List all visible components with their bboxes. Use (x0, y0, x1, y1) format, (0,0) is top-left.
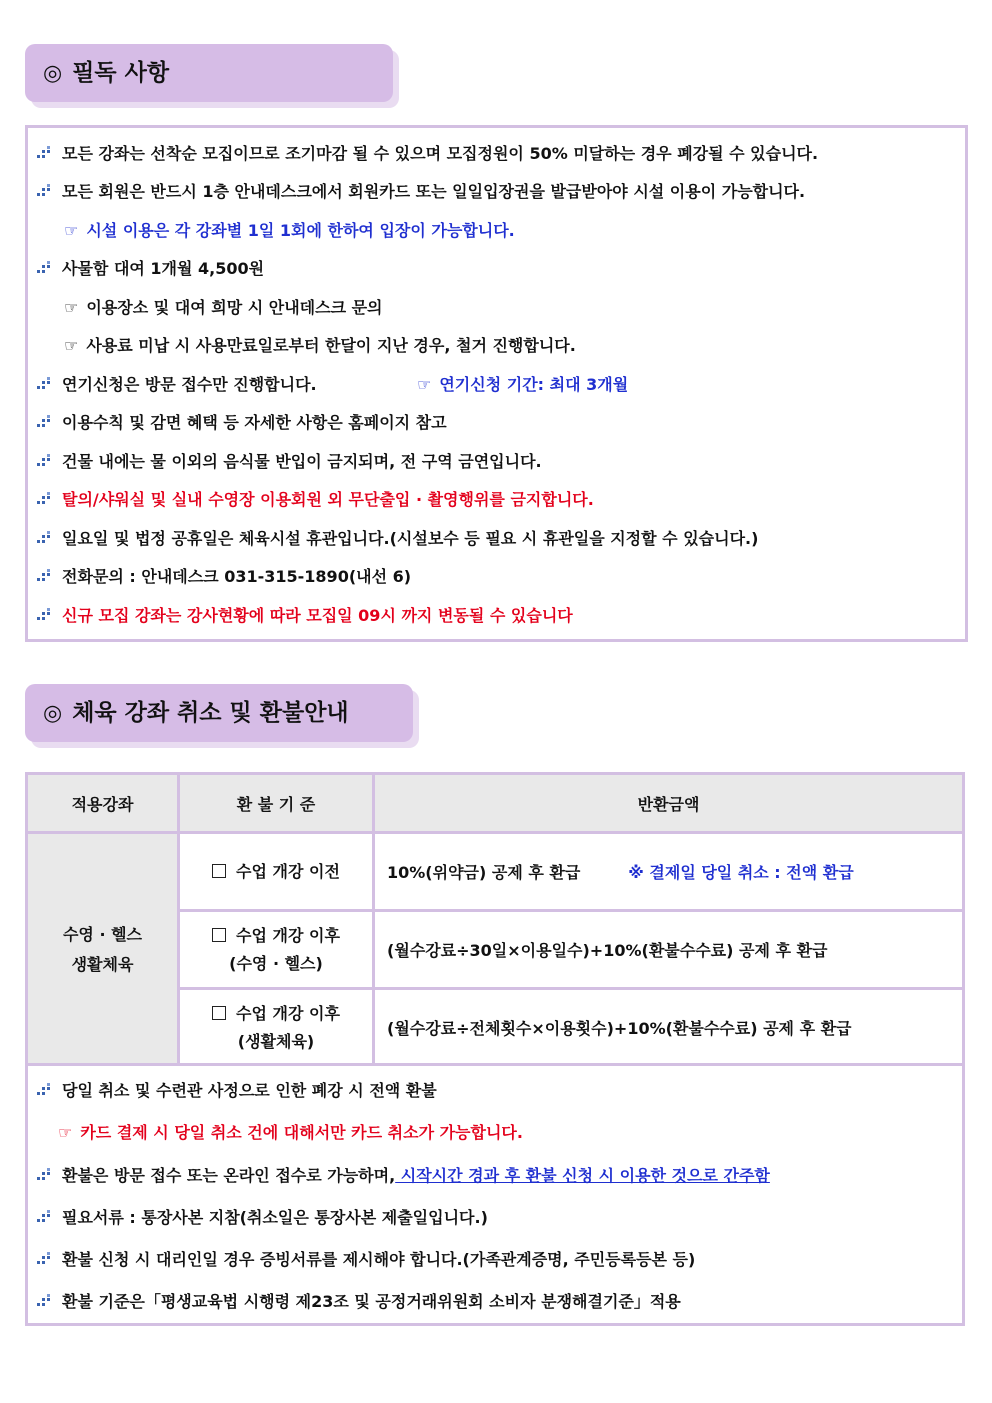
criterion-cell: 수업 개강 이후 (수영 · 헬스) (179, 911, 374, 989)
refund-note: 필요서류 : 통장사본 지참(취소일은 통장사본 제출일입니다.) (36, 1208, 488, 1228)
notice-line: 일요일 및 법정 공휴일은 체육시설 휴관입니다.(시설보수 등 필요 시 휴관일을 지정할 수 있습니다.) (36, 529, 758, 549)
notice-line: 이용수칙 및 감면 혜택 등 자세한 사항은 홈페이지 참고 (36, 413, 447, 433)
notice-line: 연기신청은 방문 접수만 진행합니다. (36, 375, 317, 395)
dot-bullet-icon (36, 1210, 54, 1224)
empty-checkbox-icon (212, 864, 226, 878)
dot-bullet-icon (36, 261, 54, 275)
refund-note: 당일 취소 및 수련관 사정으로 인한 폐강 시 전액 환불 (36, 1081, 437, 1101)
dot-bullet-icon (36, 377, 54, 391)
pointing-hand-icon: ☞ (58, 1123, 73, 1142)
criterion-cell: 수업 개강 이후 (생활체육) (179, 989, 374, 1067)
dot-bullet-icon (36, 1168, 54, 1182)
section-heading-notice (25, 44, 393, 102)
dot-bullet-icon (36, 184, 54, 198)
notice-line-warning: 신규 모집 강좌는 강사현황에 따라 모집일 09시 까지 변동될 수 있습니다 (36, 606, 573, 626)
postpone-period: ☞ 연기신청 기간: 최대 3개월 (417, 375, 629, 394)
notice-subline: ☞ 사용료 미납 시 사용만료일로부터 한달이 지난 경우, 철거 진행합니다. (64, 336, 576, 355)
table-header: 환 불 기 준 (179, 774, 374, 833)
double-circle-icon: ◎ (43, 701, 63, 726)
same-day-note: ※ 결제일 당일 취소 : 전액 환급 (628, 863, 854, 882)
pointing-hand-icon: ☞ (64, 298, 79, 317)
section-title: 체육 강좌 취소 및 환불안내 (72, 700, 349, 726)
deemed-used-note: 시작시간 경과 후 환불 신청 시 이용한 것으로 간주함 (395, 1166, 770, 1185)
pointing-hand-icon: ☞ (64, 336, 79, 355)
pointing-hand-icon: ☞ (417, 375, 432, 394)
table-header: 적용강좌 (27, 774, 179, 833)
notice-subline: ☞ 시설 이용은 각 강좌별 1일 1회에 한하여 입장이 가능합니다. (64, 221, 515, 240)
dot-bullet-icon (36, 1083, 54, 1097)
refund-subnote: ☞ 카드 결제 시 당일 취소 건에 대해서만 카드 취소가 가능합니다. (58, 1123, 523, 1142)
notice-subline: ☞ 이용장소 및 대여 희망 시 안내데스크 문의 (64, 298, 383, 317)
refund-note: 환불 기준은「평생교육법 시행령 제23조 및 공정거래위원회 소비자 분쟁해결기준」적용 (36, 1292, 681, 1312)
table-header-row (27, 774, 964, 833)
notice-line: 건물 내에는 물 이외의 음식물 반입이 금지되며, 전 구역 금연입니다. (36, 452, 542, 472)
dot-bullet-icon (36, 1294, 54, 1308)
double-circle-icon: ◎ (43, 61, 63, 86)
amount-cell: 10%(위약금) 공제 후 환급 ※ 결제일 당일 취소 : 전액 환급 (374, 833, 964, 911)
notice-box (25, 125, 968, 642)
notice-line-warning: 탈의/샤워실 및 실내 수영장 이용회원 외 무단출입 · 촬영행위를 금지합니다. (36, 490, 594, 510)
dot-bullet-icon (36, 531, 54, 545)
refund-notes-box (25, 1063, 965, 1326)
refund-note: 환불 신청 시 대리인일 경우 증빙서류를 제시해야 합니다.(가족관계증명, 주민등록등본 등) (36, 1250, 695, 1270)
pointing-hand-icon: ☞ (64, 221, 79, 240)
refund-note: 환불은 방문 접수 또는 온라인 접수로 가능하며, 시작시간 경과 후 환불 신청 시 이용한 것으로 간주함 (36, 1166, 770, 1186)
section-title: 필독 사항 (72, 60, 170, 86)
amount-cell: (월수강료÷전체횟수×이용횟수)+10%(환불수수료) 공제 후 환급 (374, 989, 964, 1067)
empty-checkbox-icon (212, 1006, 226, 1020)
dot-bullet-icon (36, 454, 54, 468)
empty-checkbox-icon (212, 928, 226, 942)
notice-line: 사물함 대여 1개월 4,500원 (36, 259, 264, 279)
notice-line-phone: 전화문의 : 안내데스크 031-315-1890(내선 6) (36, 567, 411, 587)
table-header: 반환금액 (374, 774, 964, 833)
amount-cell: (월수강료÷30일×이용일수)+10%(환불수수료) 공제 후 환급 (374, 911, 964, 989)
section-heading-refund (25, 684, 413, 742)
course-cell: 수영 · 헬스 생활체육 (27, 833, 179, 1067)
dot-bullet-icon (36, 608, 54, 622)
dot-bullet-icon (36, 569, 54, 583)
dot-bullet-icon (36, 492, 54, 506)
dot-bullet-icon (36, 1252, 54, 1266)
refund-table (25, 772, 965, 1068)
table-row (27, 833, 964, 911)
notice-line: 모든 강좌는 선착순 모집이므로 조기마감 될 수 있으며 모집정원이 50% 미달하는 경우 폐강될 수 있습니다. (36, 144, 818, 164)
dot-bullet-icon (36, 415, 54, 429)
notice-line: 모든 회원은 반드시 1층 안내데스크에서 회원카드 또는 일일입장권을 발급받아야 시설 이용이 가능합니다. (36, 182, 805, 202)
criterion-cell: 수업 개강 이전 (179, 833, 374, 911)
dot-bullet-icon (36, 146, 54, 160)
